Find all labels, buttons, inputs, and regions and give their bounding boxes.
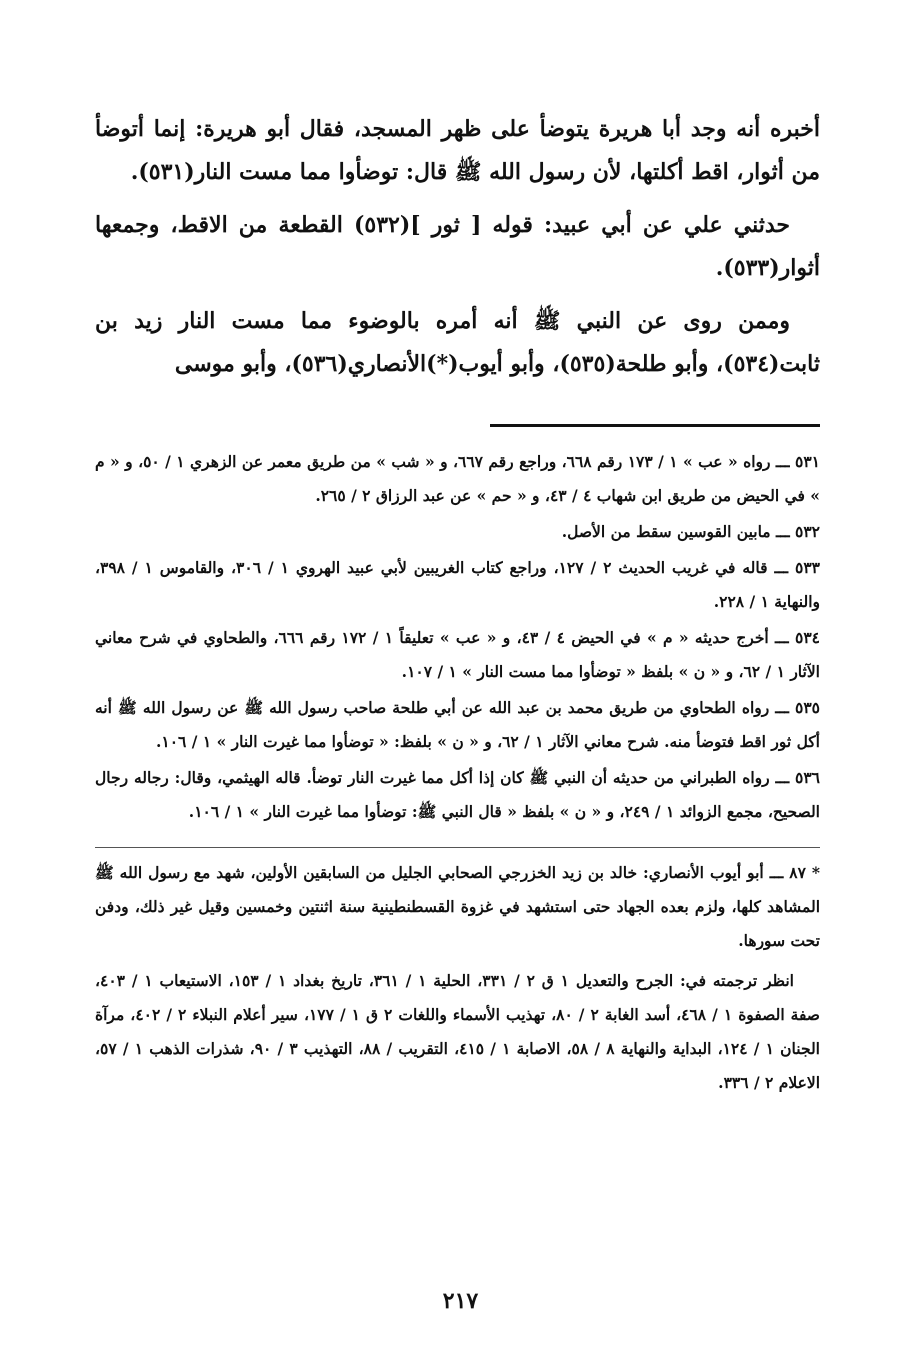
biography-section xyxy=(95,856,820,1100)
main-paragraph-3: وممن روى عن النبي ﷺ أنه أمره بالوضوء مما مست النار زيد بن ثابت(٥٣٤)، وأبو طلحة(٥٣٥)، وأبو أيوب(*)الأنصاري(٥٣٦)، وأبو موسى xyxy=(95,308,820,377)
footnote-534: ٥٣٤ ـــ أخرج حديثه « م » في الحيض ٤ / ٤٣، و « عب » تعليقاً ١ / ١٧٢ رقم ٦٦٦، والطحاوي في شرح معاني الآثار ١ / ٦٢، و « ن » بلفظ « توضأوا مما مست النار » ١ / ١٠٧. xyxy=(95,628,820,681)
footnotes-section xyxy=(95,445,820,829)
footnote-533: ٥٣٣ ـــ قاله في غريب الحديث ٢ / ١٢٧، وراجع كتاب الغريبين لأبي عبيد الهروي ١ / ٣٠٦، والقاموس ١ / ٣٩٨، والنهاية ١ / ٢٢٨. xyxy=(95,558,821,611)
footnote-separator xyxy=(490,424,820,427)
biography-sources: انظر ترجمته في: الجرح والتعديل ١ ق ٢ / ٣٣١، الحلية ١ / ٣٦١، تاريخ بغداد ١ / ١٥٣، الاستيعاب ١ / ٤٠٣، صفة الصفوة ١ / ٤٦٨، أسد الغابة ٢ / ٨٠، تهذيب الأسماء واللغات ٢ ق ١ / ١٧٧، سير أعلام النبلاء ٢ / ٤٠٢، مرآة الجنان ١ / ١٢٤، البداية والنهاية ٨ / ٥٨، الاصابة ١ / ٤١٥، التقريب / ٨٨، التهذيب ٣ / ٩٠، شذرات الذهب ١ / ٥٧، الاعلام ٢ / ٣٣٦. xyxy=(95,971,820,1092)
page-number: ٢١٧ xyxy=(442,1288,479,1314)
page-body xyxy=(95,108,820,1106)
biography-separator xyxy=(95,847,820,848)
main-paragraph-1: أخبره أنه وجد أبا هريرة يتوضأ على ظهر المسجد، فقال أبو هريرة: إنما أتوضأ من أثوار، اقط أكلتها، لأن رسول الله ﷺ قال: توضأوا مما مست النار(٥٣١). xyxy=(95,116,820,185)
footnote-535: ٥٣٥ ـــ رواه الطحاوي من طريق محمد بن عبد الله عن أبي طلحة صاحب رسول الله ﷺ عن رسول الله ﷺ أنه أكل ثور اقط فتوضأ منه. شرح معاني الآثار ١ / ٦٢، و « ن » بلفظ: « توضأوا مما غيرت النار » ١ / ١٠٦. xyxy=(95,698,820,751)
footnote-531: ٥٣١ ـــ رواه « عب » ١ / ١٧٣ رقم ٦٦٨، وراجع رقم ٦٦٧، و « شب » من طريق معمر عن الزهري ١ / ٥٠، و « م » في الحيض من طريق ابن شهاب ٤ / ٤٣، و « حم » عن عبد الرزاق ٢ / ٢٦٥. xyxy=(95,452,820,505)
footnote-536: ٥٣٦ ـــ رواه الطبراني من حديثه أن النبي ﷺ كان إذا أكل مما غيرت النار توضأ. قاله الهيثمي، وقال: رجاله رجال الصحيح، مجمع الزوائد ١ / ٢٤٩، و « ن » بلفظ « قال النبي ﷺ: توضأوا مما غيرت النار » ١ / ١٠٦. xyxy=(95,768,820,821)
main-paragraph-2: حدثني علي عن أبي عبيد: قوله [ ثور ](٥٣٢) القطعة من الاقط، وجمعها أثوار(٥٣٣). xyxy=(95,212,820,281)
biography-note: * ٨٧ ـــ أبو أيوب الأنصاري: خالد بن زيد الخزرجي الصحابي الجليل من السابقين الأولين، شهد مع رسول الله ﷺ المشاهد كلها، ولزم بعده الجهاد حتى استشهد في غزوة القسطنطينية سنة اثنتين وخمسين وقيل غير ذلك، ودفن تحت سورها. xyxy=(95,863,820,950)
footnote-532: ٥٣٢ ـــ مابين القوسين سقط من الأصل. xyxy=(561,522,820,541)
